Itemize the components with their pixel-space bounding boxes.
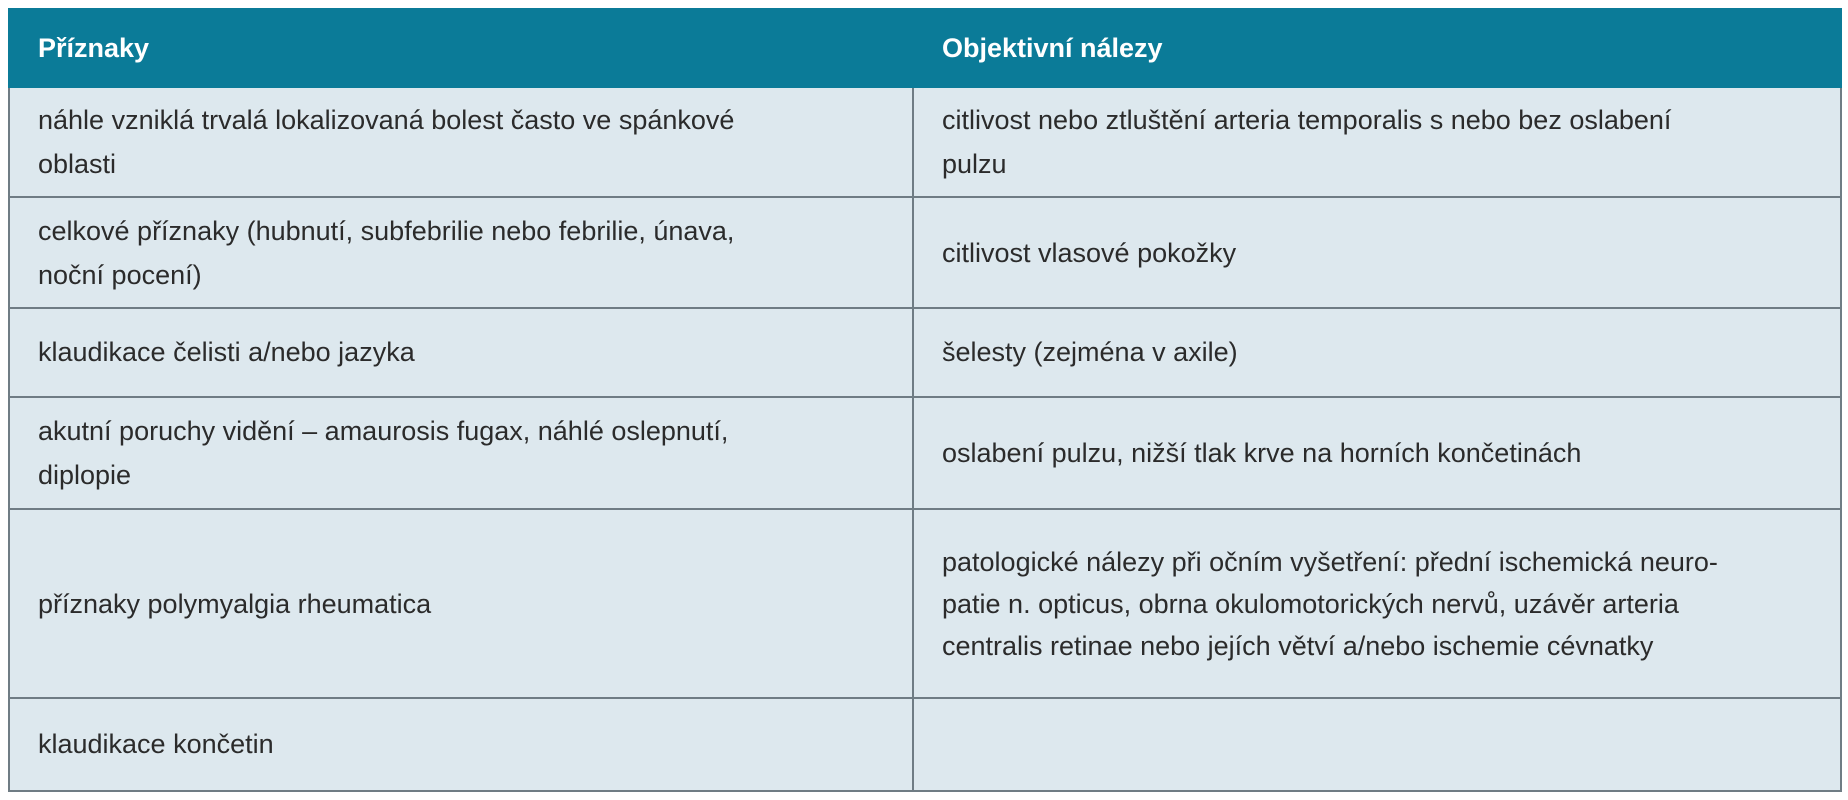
cell-line: náhle vzniklá trvalá lokalizovaná bolest často ve spánkové bbox=[38, 105, 735, 136]
cell-line: patologické nálezy při očním vyšetření: přední ischemická neuro- bbox=[942, 546, 1718, 577]
header-findings: Objektivní nálezy bbox=[913, 9, 1841, 87]
cell-line: diplopie bbox=[38, 460, 132, 491]
cell-line: pulzu bbox=[942, 149, 1007, 180]
header-symptoms: Příznaky bbox=[9, 9, 913, 87]
table-row bbox=[9, 698, 1841, 791]
table-row bbox=[9, 197, 1841, 307]
symptoms-findings-table bbox=[8, 8, 1842, 792]
table-header-row bbox=[9, 9, 1841, 87]
finding-cell bbox=[913, 197, 1841, 307]
cell-line: akutní poruchy vidění – amaurosis fugax, náhlé oslepnutí, bbox=[38, 416, 729, 447]
symptom-cell bbox=[9, 397, 913, 510]
symptom-cell bbox=[9, 698, 913, 791]
table-row bbox=[9, 397, 1841, 510]
cell-line: centralis retinae nebo jejích větví a/nebo ischemie cévnatky bbox=[942, 630, 1654, 661]
cell-line: klaudikace čelisti a/nebo jazyka bbox=[38, 337, 415, 368]
table-row bbox=[9, 308, 1841, 397]
cell-line: oblasti bbox=[38, 149, 117, 180]
cell-line: klaudikace končetin bbox=[38, 729, 274, 760]
table-row bbox=[9, 87, 1841, 197]
cell-line: citlivost nebo ztluštění arteria temporalis s nebo bez oslabení bbox=[942, 105, 1672, 136]
cell-line: příznaky polymyalgia rheumatica bbox=[38, 588, 432, 619]
symptom-cell bbox=[9, 509, 913, 697]
finding-cell bbox=[913, 308, 1841, 397]
cell-line: citlivost vlasové pokožky bbox=[942, 237, 1237, 268]
cell-line: oslabení pulzu, nižší tlak krve na horních končetinách bbox=[942, 438, 1582, 469]
finding-cell bbox=[913, 509, 1841, 697]
symptom-cell bbox=[9, 308, 913, 397]
finding-cell-empty bbox=[913, 698, 1841, 791]
finding-cell bbox=[913, 87, 1841, 197]
table-row bbox=[9, 509, 1841, 697]
cell-line: noční pocení) bbox=[38, 259, 202, 290]
cell-line: šelesty (zejména v axile) bbox=[942, 337, 1238, 368]
symptom-cell bbox=[9, 87, 913, 197]
symptom-cell bbox=[9, 197, 913, 307]
finding-cell bbox=[913, 397, 1841, 510]
cell-line: patie n. opticus, obrna okulomotorických nervů, uzávěr arteria bbox=[942, 588, 1679, 619]
cell-line: celkové příznaky (hubnutí, subfebrilie nebo febrilie, únava, bbox=[38, 215, 735, 246]
table-container bbox=[8, 8, 1840, 792]
